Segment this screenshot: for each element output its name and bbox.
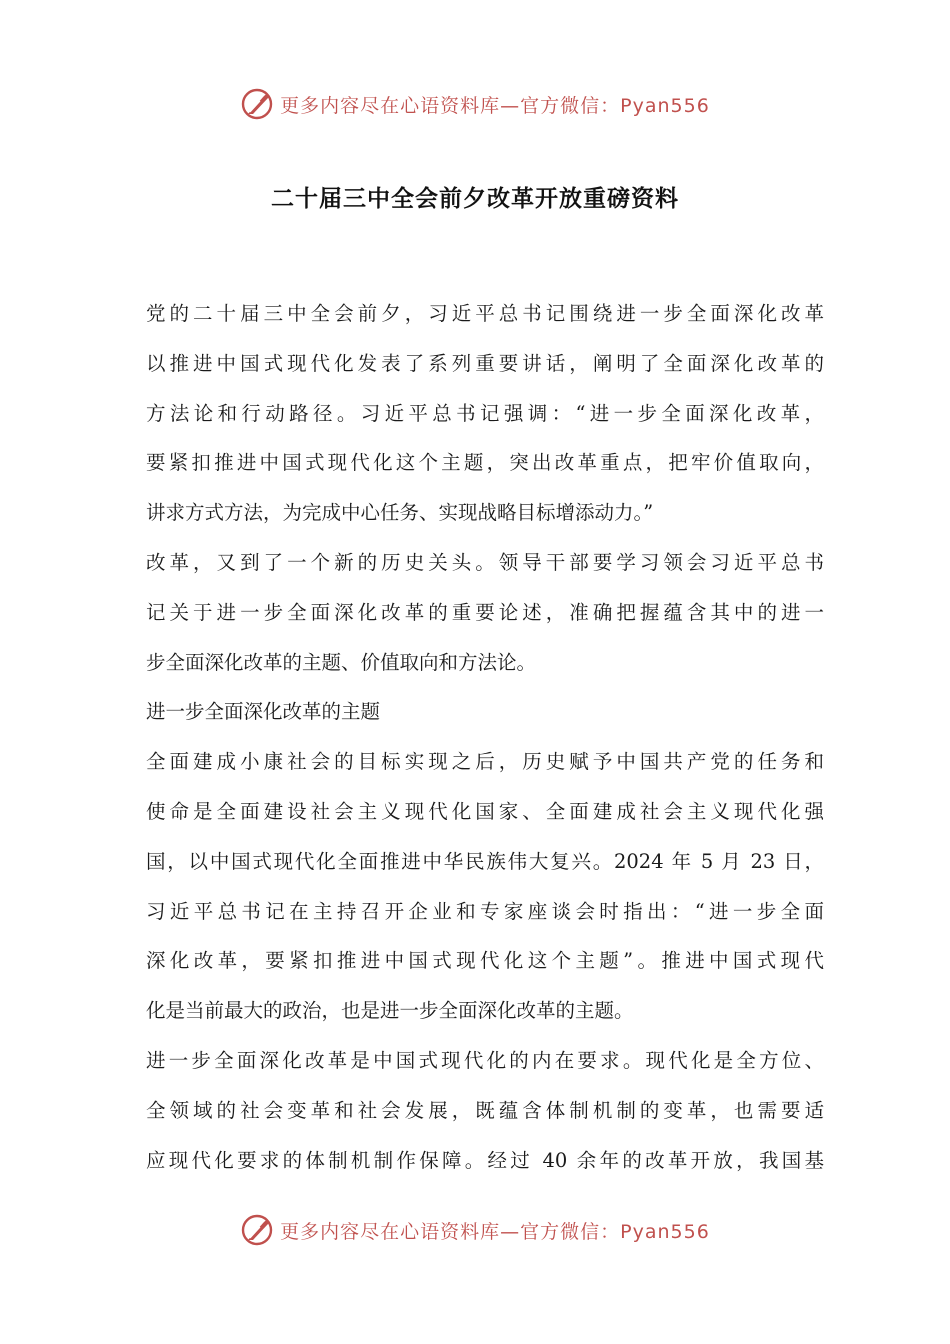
text-line: 方法论和行动路径。习近平总书记强调：“进一步全面深化改革， (146, 401, 824, 425)
text-line: 改革，又到了一个新的历史关头。领导干部要学习领会习近平总书 (146, 550, 824, 574)
text-line: 使命是全面建设社会主义现代化国家、全面建成社会主义现代化强 (146, 799, 824, 823)
text-line: 深化改革，要紧扣推进中国式现代化这个主题”。推进中国式现代 (146, 949, 824, 973)
quill-pen-logo-icon (240, 87, 274, 121)
text-line: 国，以中国式现代化全面推进中华民族伟大复兴。2024 年 5 月 23 日， (146, 849, 824, 873)
text-line: 习近平总书记在主持召开企业和专家座谈会时指出：“进一步全面 (146, 899, 824, 923)
text-line: 化是当前最大的政治，也是进一步全面深化改革的主题。 (146, 999, 634, 1023)
watermark-footer (0, 1212, 950, 1248)
text-line: 步全面深化改革的主题、价值取向和方法论。 (146, 650, 537, 674)
text-line: 全面建成小康社会的目标实现之后，历史赋予中国共产党的任务和 (146, 750, 824, 774)
document-title: 二十届三中全会前夕改革开放重磅资料 (271, 186, 679, 212)
text-line: 党的二十届三中全会前夕，习近平总书记围绕进一步全面深化改革 (146, 302, 824, 325)
text-line: 讲求方式方法，为完成中心任务、实现战略目标增添动力。” (146, 501, 654, 525)
quill-pen-logo-icon (240, 1213, 274, 1247)
text-line: 应现代化要求的体制机制作保障。经过 40 余年的改革开放，我国基 (146, 1148, 824, 1172)
document-body (146, 289, 824, 1185)
watermark-header (0, 86, 950, 122)
text-line: 以推进中国式现代化发表了系列重要讲话，阐明了全面深化改革的 (146, 351, 824, 375)
watermark-text: 更多内容尽在心语资料库—官方微信：Pyan556 (280, 94, 710, 117)
section-heading: 进一步全面深化改革的主题 (146, 700, 381, 724)
watermark-text: 更多内容尽在心语资料库—官方微信：Pyan556 (280, 1220, 710, 1243)
text-line: 记关于进一步全面深化改革的重要论述，准确把握蕴含其中的进一 (146, 600, 824, 624)
text-line: 要紧扣推进中国式现代化这个主题，突出改革重点，把牢价值取向， (146, 451, 824, 475)
text-line: 进一步全面深化改革是中国式现代化的内在要求。现代化是全方位、 (146, 1048, 824, 1072)
text-line: 全领域的社会变革和社会发展，既蕴含体制机制的变革，也需要适 (146, 1098, 824, 1122)
